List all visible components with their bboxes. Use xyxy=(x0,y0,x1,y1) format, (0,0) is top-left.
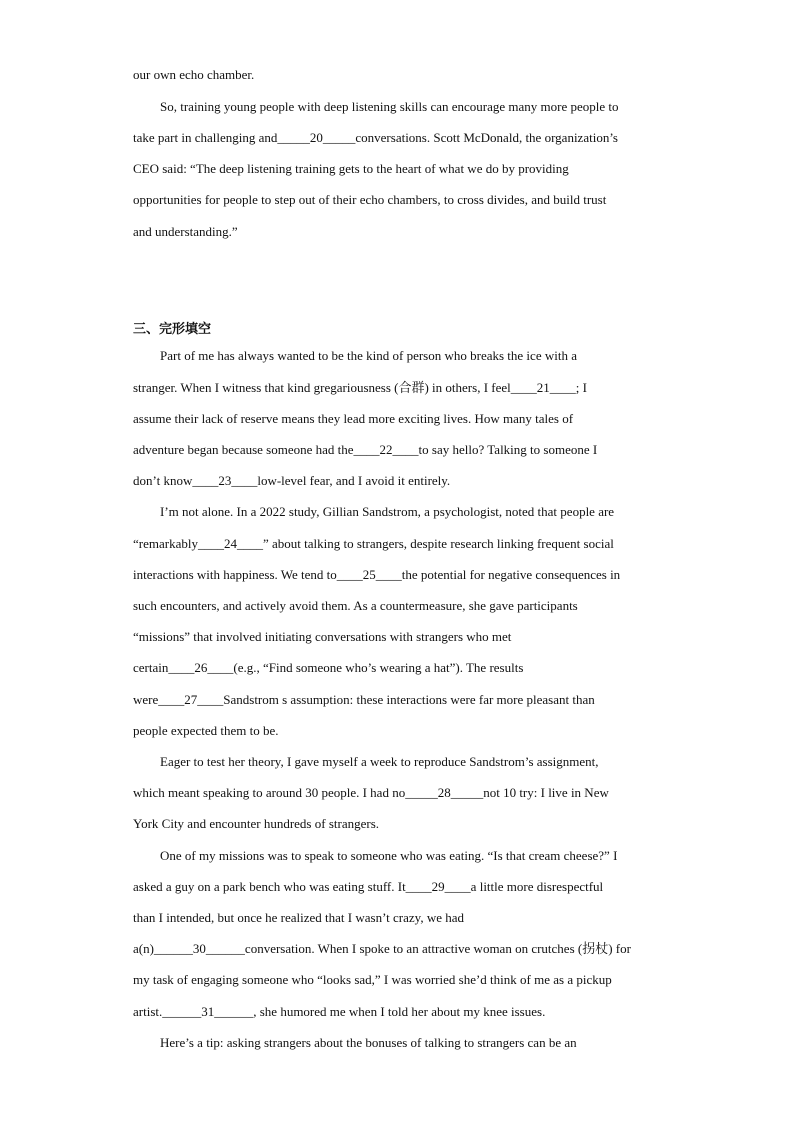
text-line: artist.______31______, she humored me when I told her about my knee issues. xyxy=(133,1004,546,1019)
text-line: asked a guy on a park bench who was eating stuff. It____29____a little more disrespectful xyxy=(133,879,604,894)
text-line: adventure began because someone had the____22____to say hello? Talking to someone I xyxy=(133,442,598,457)
text-line: certain____26____(e.g., “Find someone who’s wearing a hat”). The results xyxy=(133,660,524,675)
text-line: don’t know____23____low-level fear, and I avoid it entirely. xyxy=(133,473,451,488)
text-line: opportunities for people to step out of their echo chambers, to cross divides, and build trust xyxy=(133,192,607,207)
text-line: a(n)______30______conversation. When I spoke to an attractive woman on crutches (拐杖) for xyxy=(133,941,631,956)
text-line: “missions” that involved initiating conversations with strangers who met xyxy=(133,629,512,644)
text-line: “remarkably____24____” about talking to strangers, despite research linking frequent social xyxy=(133,536,614,551)
text-line: take part in challenging and_____20_____conversations. Scott McDonald, the organization’s xyxy=(133,130,618,145)
text-line: were____27____Sandstrom s assumption: these interactions were far more pleasant than xyxy=(133,692,595,707)
text-line: One of my missions was to speak to someone who was eating. “Is that cream cheese?” I xyxy=(160,848,618,863)
text-line: So, training young people with deep listening skills can encourage many more people to xyxy=(160,99,619,114)
text-line: people expected them to be. xyxy=(133,723,279,738)
text-line: York City and encounter hundreds of strangers. xyxy=(133,816,379,831)
text-line: Eager to test her theory, I gave myself a week to reproduce Sandstrom’s assignment, xyxy=(160,754,599,769)
text-line: Here’s a tip: asking strangers about the bonuses of talking to strangers can be an xyxy=(160,1035,577,1050)
text-line: which meant speaking to around 30 people. I had no_____28_____not 10 try: I live in New xyxy=(133,785,609,800)
text-line: Part of me has always wanted to be the kind of person who breaks the ice with a xyxy=(160,348,577,363)
text-line: interactions with happiness. We tend to____25____the potential for negative consequences in xyxy=(133,567,621,582)
text-line: stranger. When I witness that kind gregariousness (合群) in others, I feel____21____; I xyxy=(133,380,587,395)
text-line: I’m not alone. In a 2022 study, Gillian Sandstrom, a psychologist, noted that people are xyxy=(160,504,615,519)
text-line: my task of engaging someone who “looks sad,” I was worried she’d think of me as a pickup xyxy=(133,972,612,987)
text-line: such encounters, and actively avoid them. As a countermeasure, she gave participants xyxy=(133,598,578,613)
text-line: and understanding.” xyxy=(133,224,238,239)
text-line: CEO said: “The deep listening training gets to the heart of what we do by providing xyxy=(133,161,569,176)
text-line: assume their lack of reserve means they lead more exciting lives. How many tales of xyxy=(133,411,574,426)
text-line: our own echo chamber. xyxy=(133,67,255,82)
section-heading: 三、完形填空 xyxy=(133,322,212,337)
text-line: than I intended, but once he realized that I wasn’t crazy, we had xyxy=(133,910,464,925)
